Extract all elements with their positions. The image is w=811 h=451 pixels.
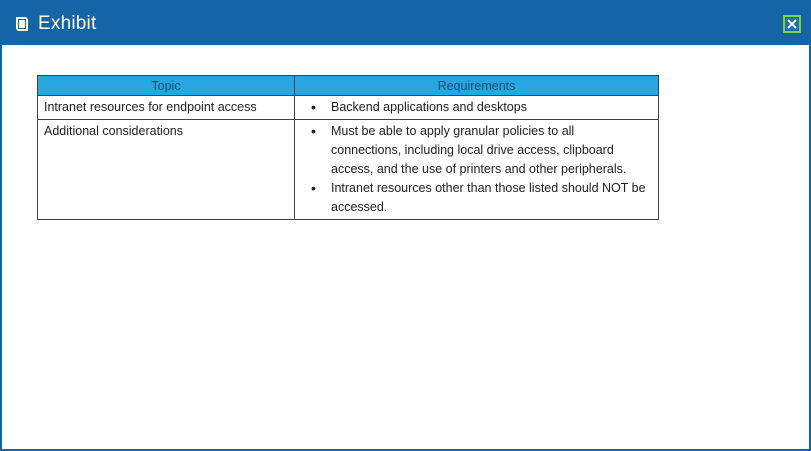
topic-cell: Intranet resources for endpoint access [38, 96, 295, 120]
requirements-header: Requirements [295, 76, 659, 96]
requirements-list [301, 122, 652, 217]
close-button[interactable] [783, 15, 801, 33]
table-header-row [38, 76, 659, 96]
title-bar [2, 2, 809, 45]
list-item: • Must be able to apply granular policies to all connections, including local drive access, clipboard access, and the use of printers and other peripherals. [301, 122, 652, 179]
requirements-cell [295, 96, 659, 120]
topic-cell: Additional considerations [38, 120, 295, 220]
requirements-table [37, 75, 659, 220]
book-icon [12, 14, 32, 34]
requirements-cell [295, 120, 659, 220]
window-title: Exhibit [38, 12, 97, 34]
list-item: • Backend applications and desktops [301, 98, 652, 117]
list-item: • Intranet resources other than those listed should NOT be accessed. [301, 179, 652, 217]
table-row [38, 96, 659, 120]
topic-header: Topic [38, 76, 295, 96]
close-icon [787, 19, 797, 29]
table-row [38, 120, 659, 220]
requirements-list [301, 98, 652, 117]
exhibit-content [2, 45, 809, 449]
